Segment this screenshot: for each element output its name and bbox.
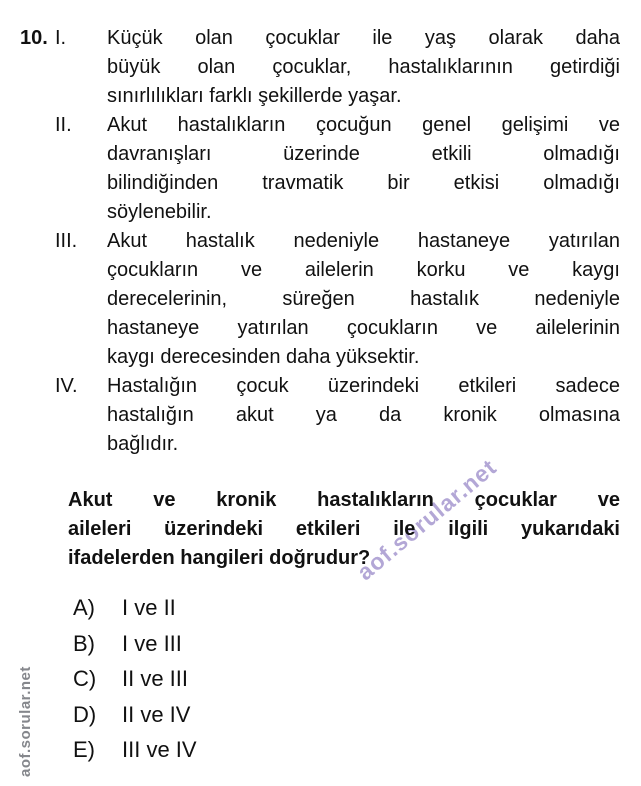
statement-line: çocukların ve ailelerin korku ve kaygı: [107, 259, 620, 281]
statement-4-text: [107, 372, 620, 459]
statement-line: büyük olan çocuklar, hastalıklarının getirdiği: [107, 56, 620, 78]
option-d-text: II ve IV: [122, 701, 191, 727]
stem-line: ifadelerden hangileri doğrudur?: [68, 547, 371, 569]
option-e-letter: E): [73, 737, 95, 762]
statement-2: [55, 111, 620, 227]
statement-line: bağlıdır.: [107, 433, 179, 455]
option-a-letter: A): [73, 595, 95, 620]
question-number: 10.: [20, 27, 48, 49]
statement-line: kaygı derecesinden daha yüksektir.: [107, 346, 420, 368]
statement-line: Hastalığın çocuk üzerindeki etkileri sadece: [107, 375, 620, 397]
exam-question: [0, 24, 641, 774]
statement-2-text: [107, 111, 620, 227]
statement-1-numeral: I.: [55, 27, 67, 49]
statement-3: [55, 227, 620, 372]
statement-line: söylenebilir.: [107, 201, 212, 223]
statement-2-numeral: II.: [55, 114, 72, 136]
statement-line: Akut hastalıkların çocuğun genel gelişimi ve: [107, 114, 620, 136]
option-a-text: I ve II: [122, 595, 176, 620]
statement-line: davranışları üzerinde etkili olmadığı: [107, 143, 620, 165]
watermark-side-vertical: aof.sorular.net: [17, 666, 34, 777]
statement-line: hastalığın akut ya da kronik olmasına: [107, 404, 620, 426]
statement-1: [55, 24, 620, 111]
statement-3-text: [107, 227, 620, 372]
statement-line: hastaneye yatırılan çocukların ve ailelerinin: [107, 317, 620, 339]
statement-4-numeral: IV.: [55, 375, 78, 397]
question-stem: [68, 486, 620, 573]
statement-4: [55, 372, 620, 459]
question-body: [55, 24, 620, 774]
option-c[interactable]: [73, 667, 620, 703]
option-e-text: III ve IV: [122, 737, 197, 762]
option-b-letter: B): [73, 630, 95, 656]
option-c-text: II ve III: [122, 666, 189, 691]
statement-line: derecelerinin, süreğen hastalık nedeniyle: [107, 288, 620, 310]
statement-3-numeral: III.: [55, 230, 78, 252]
watermark-diagonal: aof.sorular.net: [351, 453, 502, 586]
option-c-letter: C): [73, 666, 97, 691]
stem-line: Akut ve kronik hastalıkların çocuklar ve: [68, 489, 620, 511]
option-d[interactable]: [73, 703, 620, 739]
option-b-text: I ve III: [122, 630, 182, 656]
stem-line: aileleri üzerindeki etkileri ile ilgili yukarıdaki: [68, 518, 620, 540]
statement-line: Akut hastalık nedeniyle hastaneye yatırılan: [107, 230, 620, 252]
option-a[interactable]: [73, 596, 620, 632]
answer-options: [73, 596, 620, 774]
statement-line: sınırlılıkları farklı şekillerde yaşar.: [107, 85, 402, 107]
statement-line: Küçük olan çocuklar ile yaş olarak daha: [107, 27, 620, 49]
statement-1-text: [107, 24, 620, 111]
statement-line: bilindiğinden travmatik bir etkisi olmadığı: [107, 172, 620, 194]
option-b[interactable]: [73, 632, 620, 668]
option-d-letter: D): [73, 701, 97, 727]
option-e[interactable]: [73, 738, 620, 774]
